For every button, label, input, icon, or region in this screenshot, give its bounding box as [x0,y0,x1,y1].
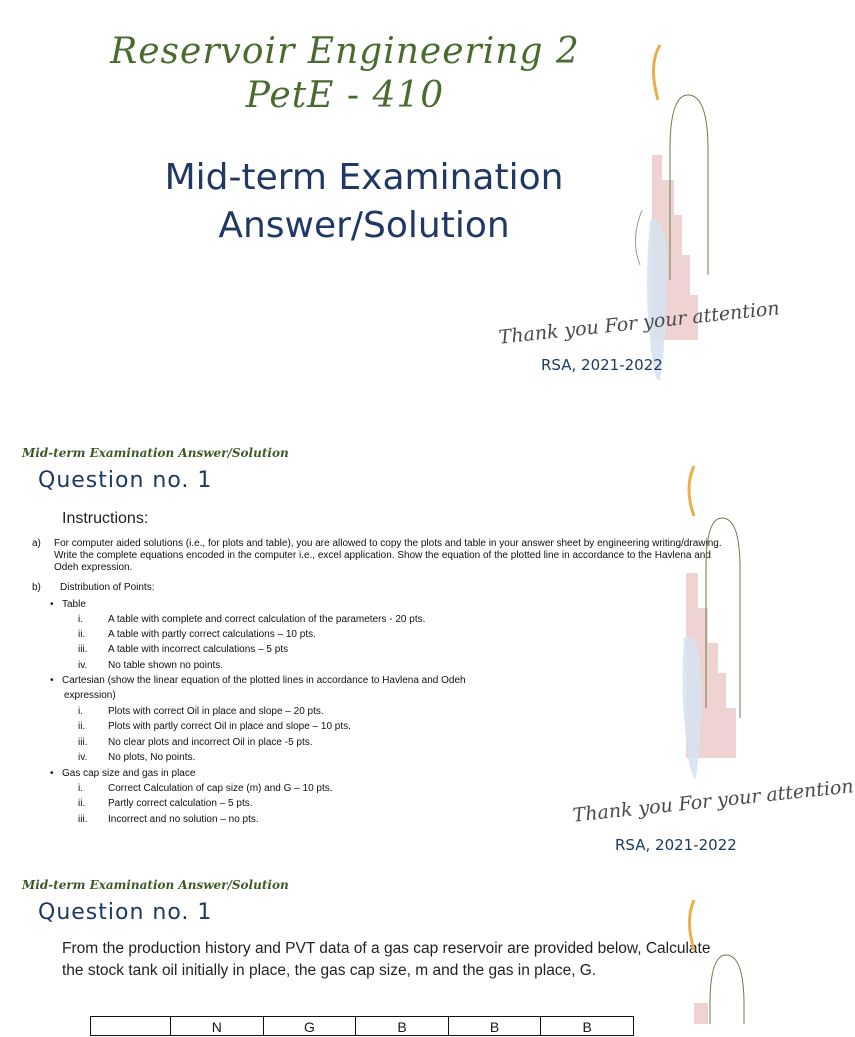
instruction-b-text: Distribution of Points: [60,582,155,593]
table-header-cell: B [356,1017,449,1035]
slide-header: Mid-term Examination Answer/Solution [22,878,289,892]
table-header-cell: B [449,1017,542,1035]
gold-arc [653,45,660,100]
list-item: i. A table with complete and correct calculation of the parameters - 20 pts. [78,614,426,625]
decorative-graphic [630,40,720,390]
title-slide [0,0,781,400]
bullet-cartesian: • Cartesian (show the linear equation of the plotted lines in accordance to Havlena and Odeh [50,675,466,686]
list-item: iii. Incorrect and no solution – no pts. [78,814,259,825]
gold-arc [690,900,695,950]
thin-curve [635,210,642,265]
marker-b: b) [32,582,41,593]
list-item: iv. No table shown no points. [78,660,224,671]
exam-subtitle: Answer/Solution [218,205,510,246]
list-item: iii. A table with incorrect calculations – 5 pts [78,644,289,655]
credit: RSA, 2021-2022 [541,356,663,374]
marker-a: a) [32,538,41,549]
question-slide [0,870,768,1035]
list-item: ii. A table with partly correct calculations – 10 pts. [78,629,316,640]
exam-title: Mid-term Examination [164,157,564,198]
thanks-script: Thank you For your attention [571,775,855,827]
instructions-heading: Instructions: [62,510,149,527]
course-code: PetE - 410 [245,75,445,116]
instructions-slide [0,440,855,860]
olive-arch [710,955,744,1024]
question-title: Question no. 1 [38,468,213,493]
bullet-table: • Table [50,599,86,610]
course-title: Reservoir Engineering 2 [110,31,580,72]
bullet-label-cont: expression) [64,690,116,701]
instruction-a [32,538,732,574]
table-header-cell: B [582,1019,592,1035]
table-header-cell [91,1017,171,1035]
table-header-cell: N [171,1017,264,1035]
list-item: iii. No clear plots and incorrect Oil in place -5 pts. [78,737,313,748]
decorative-graphic [680,895,765,1024]
instruction-a-text: For computer aided solutions (i.e., for plots and table), you are allowed to copy the plots and table in your answer sheet by engineering writing/drawing. Write the complete equations encoded in the computer i.e., excel application. Show the equation of the plotted line in accordance to the Havlena and Odeh expression. [54,538,722,573]
table-header-cell: G [264,1017,357,1035]
gold-arc [689,466,694,516]
problem-statement: From the production history and PVT data of a gas cap reservoir are provided below, Calculate the stock tank oil initially in place, the gas cap size, m and the gas in place, G. [62,940,711,979]
list-item: ii. Plots with partly correct Oil in place and slope – 10 pts. [78,721,351,732]
bullet-label: Cartesian (show the linear equation of the plotted lines in accordance to Havlena and Odeh [62,675,466,686]
instruction-b [32,582,155,594]
list-item: i. Correct Calculation of cap size (m) and G – 10 pts. [78,783,333,794]
list-item: ii. Partly correct calculation – 5 pts. [78,798,253,809]
bullet-label: Table [62,599,86,610]
data-table [90,1016,634,1036]
question-title: Question no. 1 [38,900,213,925]
thanks-script: Thank you For your attention [497,297,781,349]
pink-steps [694,1003,708,1024]
list-item: iv. No plots, No points. [78,752,196,763]
slide-header: Mid-term Examination Answer/Solution [22,446,289,460]
credit: RSA, 2021-2022 [615,836,737,854]
list-item: i. Plots with correct Oil in place and slope – 20 pts. [78,706,324,717]
decorative-graphic [670,458,760,778]
bullet-label: Gas cap size and gas in place [62,768,196,779]
bullet-gas-cap: • Gas cap size and gas in place [50,768,196,779]
